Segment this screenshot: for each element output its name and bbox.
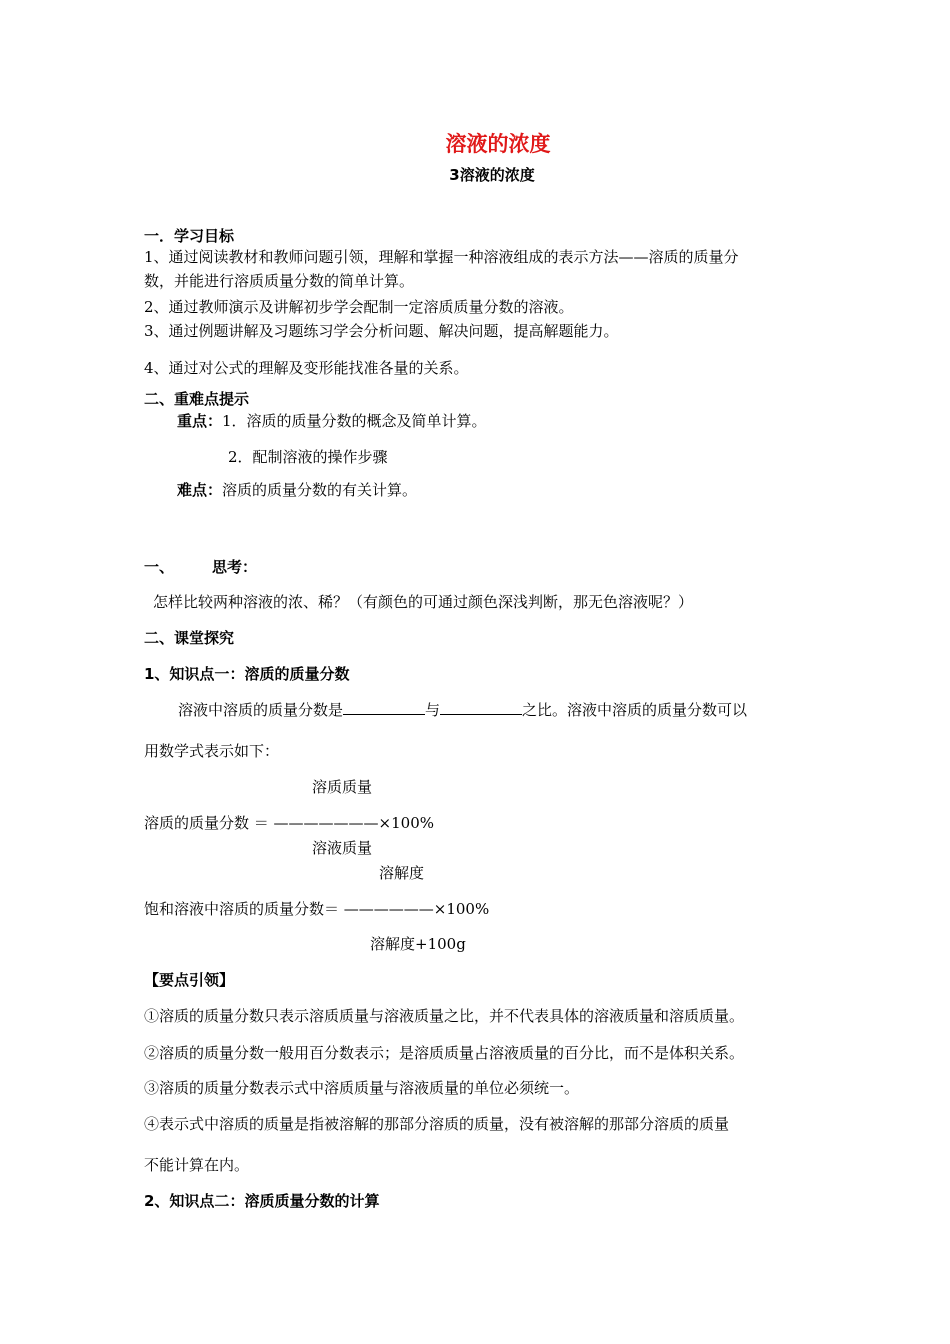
goal-item-2: 2、通过教师演示及讲解初步学会配制一定溶质质量分数的溶液。 — [144, 298, 574, 316]
think-question: 怎样比较两种溶液的浓、稀？（有颜色的可通过颜色深浅判断，那无色溶液呢？） — [153, 593, 694, 611]
key-point-row — [177, 410, 487, 431]
goal-item-1-line-1: 1、通过阅读教材和教师问题引领，理解和掌握一种溶液组成的表示方法——溶质的质量分 — [144, 248, 739, 266]
formula-2-numerator: 溶解度 — [379, 864, 425, 882]
definition-part-a: 溶液中溶质的质量分数是 — [178, 701, 344, 719]
goal-item-1-line-2: 数，并能进行溶质质量分数的简单计算。 — [144, 272, 415, 290]
formula-1-expression: 溶质的质量分数 ＝ ———————×100% — [144, 814, 434, 832]
think-heading: 思考： — [212, 558, 258, 576]
guide-point-4-line-1: ④表示式中溶质的质量是指被溶解的那部分溶质的质量，没有被溶解的那部分溶质的质量 — [144, 1115, 730, 1133]
formula-2-expression: 饱和溶液中溶质的质量分数＝ ——————×100% — [144, 900, 490, 918]
definition-part-c: 之比。溶液中溶质的质量分数可以 — [522, 701, 748, 719]
think-number: 一、 — [144, 558, 175, 576]
goal-item-4: 4、通过对公式的理解及变形能找准各量的关系。 — [144, 359, 469, 377]
knowledge-2-heading: 2、知识点二：溶质质量分数的计算 — [144, 1192, 380, 1210]
guide-point-3: ③溶质的质量分数表示式中溶质质量与溶液质量的单位必须统一。 — [144, 1079, 580, 1097]
definition-line-2: 用数学式表示如下： — [144, 742, 280, 760]
key-point-1: 1．溶质的质量分数的概念及简单计算。 — [222, 412, 487, 430]
document-title: 溶液的浓度 — [445, 132, 551, 156]
goal-item-3: 3、通过例题讲解及习题练习学会分析问题、解决问题，提高解题能力。 — [144, 322, 619, 340]
guide-point-1: ①溶质的质量分数只表示溶质质量与溶液质量之比，并不代表具体的溶液质量和溶质质量。 — [144, 1007, 745, 1025]
hard-point-label: 难点： — [177, 481, 223, 499]
key-point-2: 2．配制溶液的操作步骤 — [228, 448, 388, 466]
goals-heading: 一．学习目标 — [144, 227, 235, 245]
guide-point-2: ②溶质的质量分数一般用百分数表示；是溶质质量占溶液质量的百分比，而不是体积关系。 — [144, 1044, 745, 1062]
hard-point-row — [177, 479, 417, 500]
keypoints-heading: 二、重难点提示 — [144, 390, 250, 408]
hard-point-text: 溶质的质量分数的有关计算。 — [222, 481, 418, 499]
knowledge-1-heading: 1、知识点一：溶质的质量分数 — [144, 665, 350, 683]
key-points-guide-heading: 【要点引领】 — [144, 971, 235, 989]
formula-1-numerator: 溶质质量 — [312, 778, 373, 796]
knowledge-1-definition — [178, 699, 747, 720]
definition-part-b: 与 — [425, 701, 441, 719]
document-subtitle: 3溶液的浓度 — [449, 166, 535, 184]
guide-point-4-line-2: 不能计算在内。 — [144, 1156, 250, 1174]
formula-1-denominator: 溶液质量 — [312, 839, 373, 857]
formula-2-denominator: 溶解度+100g — [370, 935, 466, 953]
key-point-label: 重点： — [177, 412, 223, 430]
fill-in-blank-1[interactable] — [343, 700, 425, 715]
explore-heading: 二、课堂探究 — [144, 629, 235, 647]
fill-in-blank-2[interactable] — [440, 700, 522, 715]
